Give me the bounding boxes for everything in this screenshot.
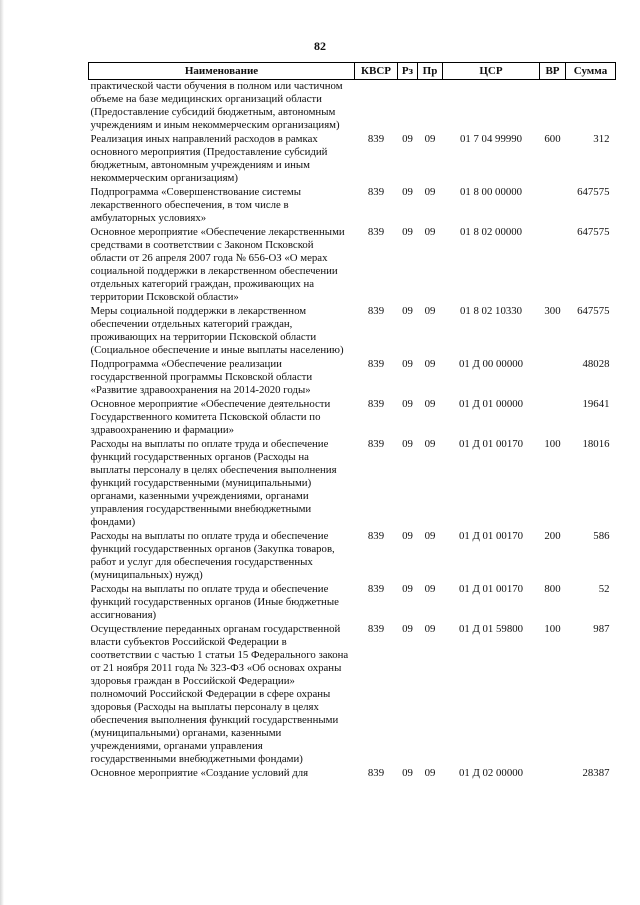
header-rz: Рз: [398, 63, 418, 80]
cell-rz: [398, 80, 418, 134]
cell-name: Расходы на выплаты по оплате труда и обеспечение функций государственных органов (Иные бюджетные ассигнования): [90, 583, 339, 621]
cell-kvsr: 839: [367, 186, 385, 198]
cell-sum: 647575: [577, 226, 610, 238]
cell-rz: 09: [402, 398, 413, 410]
cell-kvsr: 839: [367, 767, 385, 779]
cell-sum: 586: [593, 530, 610, 542]
cell-sum: 48028: [582, 358, 610, 370]
header-sum: Сумма: [566, 63, 616, 80]
table-row: [89, 623, 616, 767]
cell-vr: 100: [544, 623, 561, 635]
cell-rz: 09: [402, 767, 413, 779]
cell-name: Меры социальной поддержки в лекарственном обеспечении отдельных категорий граждан, проживающих на территории Псковской области (Социальное обеспечение и иные выплаты населению): [90, 305, 344, 356]
table-row: [89, 398, 616, 438]
table-row: [89, 438, 616, 530]
cell-csr: 01 8 00 00000: [459, 186, 523, 198]
cell-sum: 647575: [577, 305, 610, 317]
cell-rz: 09: [402, 623, 413, 635]
table-row: [89, 226, 616, 305]
cell-sum: 312: [593, 133, 610, 145]
cell-csr: 01 Д 01 00170: [458, 583, 524, 595]
cell-csr: 01 Д 01 59800: [458, 623, 524, 635]
cell-pr: 09: [424, 133, 436, 145]
cell-sum: [566, 80, 616, 134]
cell-csr: 01 Д 01 00170: [458, 530, 524, 542]
cell-name: Основное мероприятие «Обеспечение деятельности Государственного комитета Псковской области по здравоохранению и фармации»: [90, 398, 331, 436]
cell-kvsr: 839: [367, 133, 385, 145]
cell-rz: 09: [402, 305, 413, 317]
cell-sum: 19641: [582, 398, 610, 410]
cell-name: Осуществление переданных органам государственной власти субъектов Российской Федерации в соответствии с частью 1 статьи 15 Федерального закона от 21 ноября 2011 года № 323-ФЗ «Об основах охраны здоровья граждан в Российской Федерации» полномочий Российской Федерации в сфере охраны здоровья (Расходы на выплаты персоналу в целях обеспечения выполнения функций государственными (муниципальными) органами, казенными учреждениями, органами управления государственными внебюджетными фондами): [90, 623, 349, 765]
cell-vr: 100: [544, 438, 561, 450]
cell-name: практической части обучения в полном или частичном объеме на базе медицинских организаций области (Предоставление субсидий бюджетным, автономным учреждениям и иным некоммерческим организациям): [90, 80, 343, 131]
cell-vr: [540, 226, 566, 305]
cell-name: Основное мероприятие «Обеспечение лекарственными средствами в соответствии с Законом Псковской области от 26 апреля 2007 года № 656-ОЗ «О мерах социальной поддержки в лекарственном обеспечении отдельных категорий граждан, проживающих на территории Псковской области»: [90, 226, 345, 303]
cell-kvsr: 839: [367, 398, 385, 410]
cell-csr: 01 8 02 10330: [459, 305, 523, 317]
cell-csr: 01 8 02 00000: [459, 226, 523, 238]
cell-vr: [540, 358, 566, 398]
cell-sum: 987: [593, 623, 610, 635]
cell-sum: 28387: [582, 767, 610, 779]
cell-pr: 09: [424, 226, 436, 238]
table-row: [89, 80, 616, 134]
cell-kvsr: 839: [367, 226, 385, 238]
cell-rz: 09: [402, 583, 413, 595]
cell-vr: 600: [544, 133, 561, 145]
cell-kvsr: 839: [367, 358, 385, 370]
cell-pr: 09: [424, 438, 436, 450]
cell-vr: 800: [544, 583, 561, 595]
cell-name: Расходы на выплаты по оплате труда и обеспечение функций государственных органов (Закупка товаров, работ и услуг для обеспечения государственных (муниципальных) нужд): [90, 530, 335, 581]
cell-name: Подпрограмма «Совершенствование системы лекарственного обеспечения, в том числе в амбулаторных условиях»: [90, 186, 301, 224]
cell-rz: 09: [402, 133, 413, 145]
cell-csr: 01 Д 00 00000: [458, 358, 524, 370]
table-row: [89, 583, 616, 623]
cell-kvsr: [355, 80, 398, 134]
cell-kvsr: 839: [367, 438, 385, 450]
cell-csr: 01 Д 01 00170: [458, 438, 524, 450]
cell-name: Расходы на выплаты по оплате труда и обеспечение функций государственных органов (Расходы на выплаты персоналу в целях обеспечения выполнения функций государственными (муниципальными) органами, казенными учреждениями, органами управления государственными внебюджетными фондами): [90, 438, 337, 528]
cell-vr: [540, 80, 566, 134]
table-row: [89, 767, 616, 781]
header-name: Наименование: [89, 63, 355, 80]
cell-rz: 09: [402, 438, 413, 450]
cell-kvsr: 839: [367, 583, 385, 595]
scan-edge: [0, 0, 4, 905]
cell-vr: [540, 767, 566, 781]
cell-pr: 09: [424, 623, 436, 635]
header-pr: Пр: [418, 63, 443, 80]
cell-pr: 09: [424, 767, 436, 779]
cell-pr: 09: [424, 398, 436, 410]
cell-csr: 01 Д 01 00000: [458, 398, 524, 410]
cell-sum: 52: [598, 583, 610, 595]
cell-rz: 09: [402, 530, 413, 542]
cell-pr: 09: [424, 305, 436, 317]
cell-name: Основное мероприятие «Создание условий для: [90, 767, 309, 779]
table-row: [89, 358, 616, 398]
cell-kvsr: 839: [367, 530, 385, 542]
page-number: 82: [314, 39, 326, 53]
header-kvsr: КВСР: [355, 63, 398, 80]
cell-csr: 01 7 04 99990: [459, 133, 523, 145]
cell-sum: 18016: [582, 438, 610, 450]
table-row: [89, 133, 616, 186]
cell-vr: 300: [544, 305, 561, 317]
table-header-row: [89, 63, 616, 80]
cell-sum: 647575: [577, 186, 610, 198]
budget-table: [88, 62, 616, 781]
cell-vr: [540, 398, 566, 438]
table-row: [89, 530, 616, 583]
cell-csr: [443, 80, 540, 134]
table-row: [89, 186, 616, 226]
cell-pr: [418, 80, 443, 134]
cell-vr: 200: [544, 530, 561, 542]
cell-pr: 09: [424, 583, 436, 595]
cell-name: Реализация иных направлений расходов в рамках основного мероприятия (Предоставление субсидий бюджетным, автономным учреждениям и иным некоммерческим организациям): [90, 133, 328, 184]
cell-rz: 09: [402, 358, 413, 370]
cell-pr: 09: [424, 186, 436, 198]
cell-pr: 09: [424, 358, 436, 370]
cell-kvsr: 839: [367, 623, 385, 635]
table-row: [89, 305, 616, 358]
cell-name: Подпрограмма «Обеспечение реализации государственной программы Псковской области «Развитие здравоохранения на 2014-2020 годы»: [90, 358, 313, 396]
header-vr: ВР: [540, 63, 566, 80]
header-csr: ЦСР: [443, 63, 540, 80]
cell-rz: 09: [402, 226, 413, 238]
cell-pr: 09: [424, 530, 436, 542]
cell-kvsr: 839: [367, 305, 385, 317]
cell-csr: 01 Д 02 00000: [458, 767, 524, 779]
cell-rz: 09: [402, 186, 413, 198]
cell-vr: [540, 186, 566, 226]
